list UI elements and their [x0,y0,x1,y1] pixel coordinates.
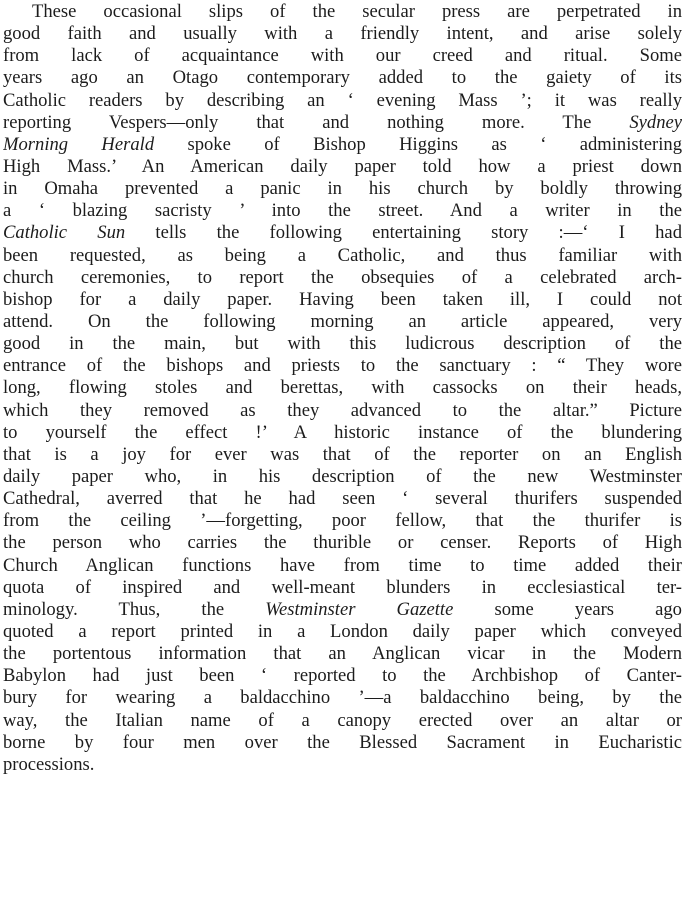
text-line [3,710,682,732]
text-line [3,555,682,577]
line-text: which they removed as they advanced to the altar.” Picture [3,399,682,421]
line-text: bishop for a daily paper. Having been taken ill, I could not [3,288,682,310]
line-text: reporting Vespers—only that and nothing more. The [3,111,630,133]
line-text: These occasional slips of the secular press are perpetrated in [32,1,682,22]
text-line [3,400,682,422]
text-line [3,532,682,554]
line-text: daily paper who, in his description of the new Westminster [3,465,682,487]
body-paragraph [3,1,682,776]
text-line [3,245,682,267]
line-text: Cathedral, averred that he had seen ‘ several thurifers suspended [3,488,682,510]
line-text: some years ago [453,598,682,620]
line-text: quota of inspired and well-meant blunders in ecclesiastical ter- [3,576,682,598]
line-text: bury for wearing a baldacchino ’—a baldacchino being, by the [3,687,682,709]
text-line [3,67,682,89]
line-text: minology. Thus, the [3,598,266,620]
text-line [3,289,682,311]
text-line [3,732,682,754]
text-line [3,1,682,23]
text-line [3,355,682,377]
line-text: Catholic readers by describing an ‘ evening Mass ’; it was really [3,89,682,111]
line-text: Church Anglican functions have from time to time added their [3,554,682,576]
line-text: borne by four men over the Blessed Sacrament in Eucharistic [3,731,682,753]
line-text: attend. On the following morning an article appeared, very [3,310,682,332]
text-line [3,311,682,333]
text-line [3,754,682,776]
line-text: the portentous information that an Anglican vicar in the Modern [3,643,682,665]
line-text: that is a joy for ever was that of the reporter on an English [3,443,682,465]
text-line [3,267,682,289]
text-line [3,178,682,200]
line-text: good in the main, but with this ludicrous description of the [3,333,682,355]
line-text: to yourself the effect !’ A historic instance of the blundering [3,421,682,443]
text-line [3,510,682,532]
text-line [3,488,682,510]
text-line [3,134,682,156]
line-text: a ‘ blazing sacristy ’ into the street. And a writer in the [3,200,682,222]
line-text: the person who carries the thurible or censer. Reports of High [3,532,682,554]
line-text: from the ceiling ’—forgetting, poor fellow, that the thurifer is [3,510,682,532]
line-text: years ago an Otago contemporary added to the gaiety of its [3,67,682,89]
line-text: spoke of Bishop Higgins as ‘ administering [154,133,682,155]
text-line [3,665,682,687]
text-line [3,599,682,621]
line-text: processions. [3,753,95,775]
text-line [3,377,682,399]
line-text: High Mass.’ An American daily paper told how a priest down [3,155,682,177]
line-text: way, the Italian name of a canopy erected over an altar or [3,709,682,731]
text-line [3,643,682,665]
text-line [3,156,682,178]
text-line [3,444,682,466]
line-text: entrance of the bishops and priests to the sanctuary : “ They wore [3,355,682,377]
italic-title-text: Morning Herald [3,133,155,155]
italic-title-text: Westminster Gazette [265,598,454,620]
text-line [3,90,682,112]
text-line [3,621,682,643]
text-line [3,45,682,67]
text-line [3,577,682,599]
text-line [3,687,682,709]
line-text: Babylon had just been ‘ reported to the Archbishop of Canter- [3,665,682,687]
text-line [3,333,682,355]
text-line [3,112,682,134]
text-line [3,222,682,244]
line-text: long, flowing stoles and berettas, with cassocks on their heads, [3,377,682,399]
line-text: tells the following entertaining story :—‘ I had [125,222,682,244]
line-text: from lack of acquaintance with our creed and ritual. Some [3,45,682,67]
text-line [3,466,682,488]
text-line [3,422,682,444]
text-line [3,200,682,222]
italic-title-text: Sydney [629,111,682,133]
text-line [3,23,682,45]
line-text: been requested, as being a Catholic, and thus familiar with [3,244,682,266]
italic-title-text: Catholic Sun [3,222,126,244]
line-text: good faith and usually with a friendly intent, and arise solely [3,23,682,45]
line-text: church ceremonies, to report the obsequies of a celebrated arch- [3,266,682,288]
line-text: quoted a report printed in a London daily paper which conveyed [3,620,682,642]
line-text: in Omaha prevented a panic in his church by boldly throwing [3,178,682,200]
